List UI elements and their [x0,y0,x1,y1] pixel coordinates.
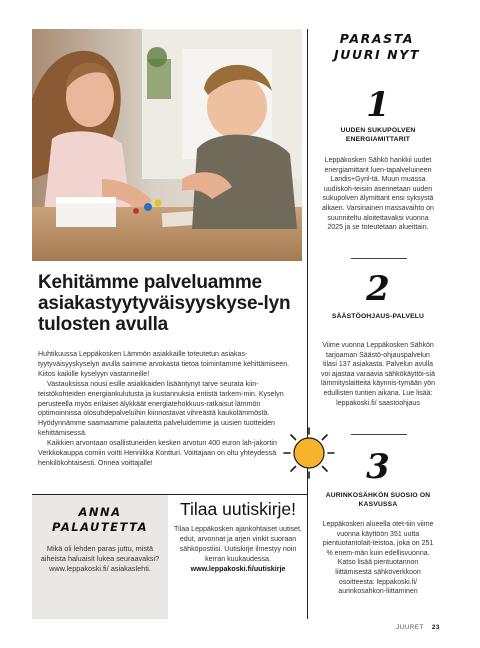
rail-divider [351,434,407,435]
article-headline: Kehitämme palveluamme asiakastyytyväisyyskyse-lyn tulosten avulla [38,272,291,335]
article-body [38,350,300,469]
hero-photo [32,29,302,261]
feedback-link[interactable]: www.leppakoski.fi/ asiakaslehti. [49,564,151,574]
magazine-name: JUURET [396,624,424,631]
newsletter-description: Tilaa Leppäkosken ajankohtaiset uutiset, edut, arvonnat ja arjen vinkit suoraan sähköpostiisi. Uutiskirje ilmestyy noin kerran kuukaudessa. [174,525,302,563]
rail-text-1: Leppäkosken Sähkö hankkii uudet energiamittarit luen-tapalveluineen Landis+Gyril-tä. Muun muassa uudiskoh-teisiin asennetaan uuden sukupolven älymittarit ensi syksystä alkaen. Varsinainen massavaihto on suunniteltu aloitettavaksi vuonna 2025 ja se toteutetaan alueittain. [322,157,434,232]
rail-text-3: Leppäkosken alueella otet-tiin viime vuonna käyttöön 351 uutta pientuotantolait-teistoa, joka on 251 % enem-män kuin edellisvuonna. Katso lisää pientuotannon liittämisestä sähköverkkoon osoitteesta: leppakoski.fi/ aurinkosahkon-liittaminen [322,521,434,596]
rail-number-1: 1 [366,85,390,125]
rail-divider [351,258,407,259]
feedback-box [32,495,168,619]
page-footer [396,624,440,631]
rail-number-3: 3 [366,447,390,487]
rail-number-2: 2 [366,269,390,309]
feedback-text [36,544,164,575]
rail-heading-3: AURINKOSÄHKÖN SUOSIO ON KASVUSSA [325,492,431,509]
article-paragraph: Kaikkien arvontaan osallistuneiden kesken arvotun 400 euron lah-jakortin Verkkokauppa.comiin voitti Henriikka Kontturi. Voittajaan on oltu yhteydessä henkilökohtaisesti. Onnea voittajalle! [38,439,277,467]
rail-text-2: Viime vuonna Leppäkosken Sähkön tarjoaman Säästö-ohjauspalvelun tilasi 137 asiakasta. Palvelun avulla voi ajastaa varaavia sähkökäyttöi-siä lämmityslaitteita käynnis-tymään yön edullisten tuntien aikana. Lue lisää: leppakoski.fi/ saastoohjaus [321,342,436,407]
rail-heading-2: SÄÄSTÖOHJAUS-PALVELU [331,313,425,320]
family-playing-game-image [32,29,302,261]
column-divider [307,29,308,619]
feedback-title: ANNA PALAUTETTA [52,505,148,534]
page-number: 23 [431,624,440,631]
rail-title: PARASTA JUURI NYT [333,31,421,62]
article-paragraph: Huhtikuussa Leppäkosken Lämmön asiakkaille toteutetun asiakas-tyytyväisyyskyselyn avulla saimme arvokasta tietoa toimintamme kehittämiseen. Kiitos kaikille kyselyyn vastanneille! [38,350,290,378]
article-paragraph: Vastauksissa nousi esille asiakkaiden lisääntynyt tarve seurata kiin-teistökohteiden energiankulutusta ja kustannuksia entistä tarkem-min. Kyselyn perusteella myös erilaiset älykkäät energiatehokkuus-ratkaisut lämmön optimoinnissa olosuhdepalveluihin kiinnostavat vihreästä kaukolämmöstä. Hyödynnämme saamaamme palautetta palveluidemme ja uusien tuotteiden kehittämisessä. [38,379,284,438]
newsletter-title: Tilaa uutiskirje! [179,499,297,519]
rail-heading-1: UUDEN SUKUPOLVEN ENERGIAMITTARIT [340,127,416,144]
feedback-question: Mikä oli lehden paras juttu, mistä aiheista haluaisit lukea seuraavaksi? [40,544,160,564]
newsletter-text [172,525,304,575]
newsletter-link[interactable]: www.leppakoski.fi/uutiskirje [190,564,286,573]
newsletter-box [172,500,304,575]
